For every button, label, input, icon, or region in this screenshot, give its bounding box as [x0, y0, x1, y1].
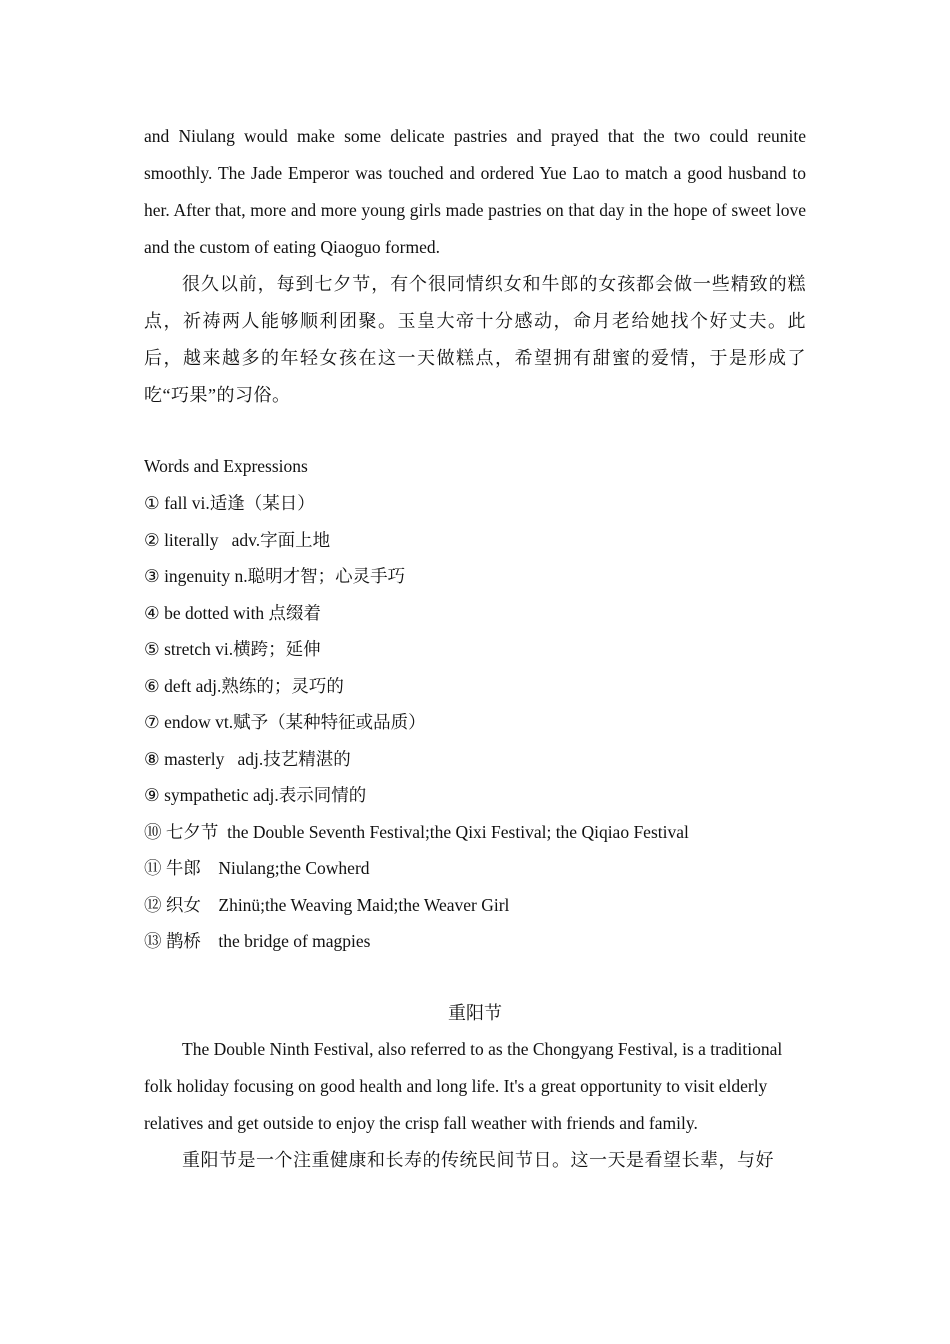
word-item: ⑫ 织女 Zhinü;the Weaving Maid;the Weaver Girl [144, 894, 510, 915]
double-ninth-chinese-paragraph: 重阳节是一个注重健康和长寿的传统民间节日。这一天是看望长辈，与好 [182, 1149, 774, 1170]
word-item: ⑧ masterly adj.技艺精湛的 [144, 748, 351, 769]
word-item: ⑤ stretch vi.横跨；延伸 [144, 639, 321, 659]
word-item: ④ be dotted with 点缀着 [144, 602, 322, 623]
qixi-english-paragraph: and Niulang would make some delicate pastries and prayed that the two could reunite smoothly. The Jade Emperor was touched and ordered Yue Lao to match a good husband to her. After that, more and more young girls made pastries on that day in the hope of sweet love and the custom of eating Qiaoguo formed. [144, 126, 806, 257]
word-item: ⑪ 牛郎 Niulang;the Cowherd [144, 858, 370, 878]
spacer [144, 414, 806, 448]
word-list [144, 485, 806, 960]
word-item: ⑩ 七夕节 the Double Seventh Festival;the Qixi Festival; the Qiqiao Festival [144, 821, 689, 842]
word-item: ⑦ endow vt.赋予（某种特征或品质） [144, 712, 426, 732]
document-page [144, 118, 806, 1179]
word-item: ③ ingenuity n.聪明才智；心灵手巧 [144, 566, 406, 586]
word-item: ⑬ 鹊桥 the bridge of magpies [144, 931, 371, 951]
qixi-chinese-paragraph: 很久以前，每到七夕节，有个很同情织女和牛郎的女孩都会做一些精致的糕点，祈祷两人能够顺利团聚。玉皇大帝十分感动，命月老给她找个好丈夫。此后，越来越多的年轻女孩在这一天做糕点，希望拥有甜蜜的爱情，于是形成了吃“巧果”的习俗。 [144, 274, 806, 405]
word-item: ⑨ sympathetic adj.表示同情的 [144, 785, 367, 805]
word-item: ① fall vi.适逢（某日） [144, 493, 315, 513]
section-title-double-ninth: 重阳节 [448, 1002, 502, 1023]
word-item: ⑥ deft adj.熟练的；灵巧的 [144, 675, 344, 696]
words-heading: Words and Expressions [144, 456, 308, 476]
spacer [144, 960, 806, 995]
double-ninth-english-paragraph: The Double Ninth Festival, also referred to as the Chongyang Festival, is a traditional folk holiday focusing on good health and long life. It's a great opportunity to visit elderly relatives and get outside to enjoy the crisp fall weather with friends and family. [144, 1038, 783, 1133]
word-item: ② literally adv.字面上地 [144, 529, 331, 550]
